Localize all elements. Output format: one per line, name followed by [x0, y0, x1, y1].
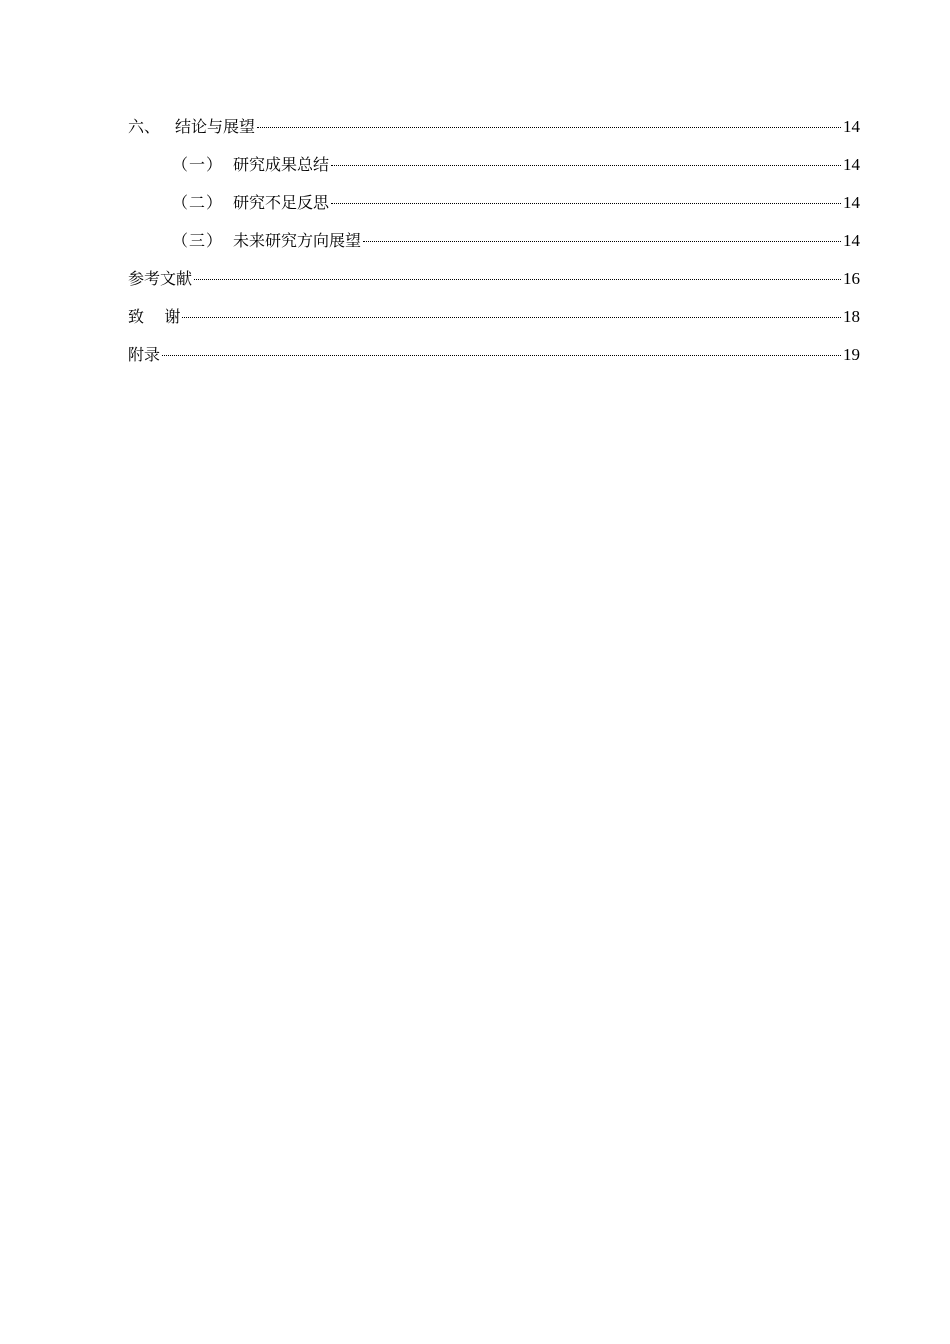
dot-leader — [331, 203, 841, 204]
toc-entry-number: （三） — [172, 231, 224, 250]
toc-entry-page: 14 — [843, 231, 860, 250]
dot-leader — [162, 355, 841, 356]
toc-entry-conclusion[interactable] — [128, 113, 860, 151]
toc-entry-number: （二） — [172, 193, 224, 212]
toc-entry-number: （一） — [172, 155, 224, 174]
toc-entry-research-summary[interactable] — [128, 151, 860, 189]
toc-entry-page: 19 — [843, 345, 860, 364]
dot-leader — [182, 317, 841, 318]
toc-entry-number: 六、 — [128, 117, 161, 136]
table-of-contents — [128, 113, 860, 369]
toc-entry-title: 致 谢 — [128, 307, 181, 326]
dot-leader — [331, 165, 841, 166]
dot-leader — [363, 241, 841, 242]
toc-entry-appendix[interactable] — [128, 341, 860, 369]
toc-entry-title: 结论与展望 — [175, 117, 256, 136]
toc-entry-page: 18 — [843, 307, 860, 326]
toc-entry-title: 研究不足反思 — [233, 193, 330, 212]
toc-entry-references[interactable] — [128, 265, 860, 303]
toc-entry-acknowledgements[interactable] — [128, 303, 860, 341]
toc-entry-page: 14 — [843, 117, 860, 136]
toc-entry-research-limitations[interactable] — [128, 189, 860, 227]
dot-leader — [194, 279, 841, 280]
toc-entry-title: 未来研究方向展望 — [233, 231, 362, 250]
toc-entry-title: 参考文献 — [128, 269, 193, 288]
toc-entry-title: 研究成果总结 — [233, 155, 330, 174]
toc-entry-page: 16 — [843, 269, 860, 288]
dot-leader — [257, 127, 841, 128]
toc-entry-future-directions[interactable] — [128, 227, 860, 265]
toc-entry-title: 附录 — [128, 345, 161, 364]
toc-entry-page: 14 — [843, 193, 860, 212]
toc-entry-page: 14 — [843, 155, 860, 174]
